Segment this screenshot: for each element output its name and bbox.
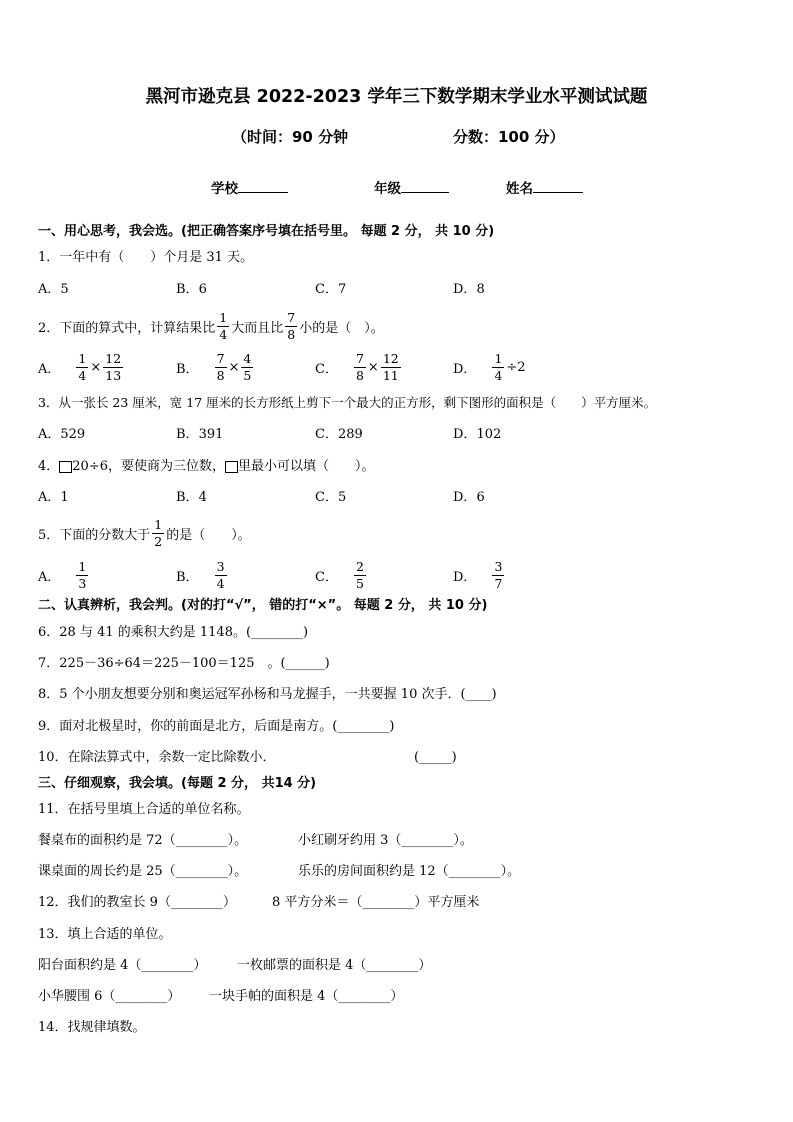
q4-option-a[interactable]: A．1 — [38, 490, 69, 505]
q3-text: 3．从一张长 23 厘米，宽 17 厘米的长方形纸上剪下一个最大的正方形，剩下图形的面积是（ ）平方厘米。 — [38, 395, 657, 410]
page-title: 黑河市逊克县 2022-2023 学年三下数学期末学业水平测试试题 — [145, 87, 648, 107]
q2-option-b[interactable]: B． $\frac{7}{8}$ × $\frac{4}{5}$ — [176, 351, 252, 383]
q3-option-b[interactable]: B．391 — [176, 427, 224, 442]
q5-option-a[interactable]: A． $\frac{1}{3}$ — [38, 559, 87, 591]
q4-option-c[interactable]: C．5 — [315, 490, 347, 505]
q11-item-d[interactable]: 乐乐的房间面积约是 12（________）。 — [298, 864, 521, 879]
q1-option-b[interactable]: B．6 — [176, 282, 207, 297]
grade-label: 年级 — [374, 181, 401, 197]
q11-item-c[interactable]: 课桌面的周长约是 25（________）。 — [38, 864, 248, 879]
q13-item-a[interactable]: 阳台面积约是 4（________） — [38, 958, 207, 973]
q5-option-b[interactable]: B． $\frac{3}{4}$ — [176, 559, 225, 591]
grade-blank[interactable] — [401, 192, 449, 193]
school-blank[interactable] — [238, 192, 288, 193]
q8-text[interactable]: 8．5 个小朋友想要分别和奥运冠军孙杨和马龙握手，一共要握 10 次手．(____) — [38, 687, 497, 702]
exam-time: （时间：90 分钟 — [232, 128, 349, 146]
q9-text[interactable]: 9．面对北极星时，你的前面是北方，后面是南方。(________) — [38, 719, 395, 734]
q3-option-a[interactable]: A．529 — [38, 427, 86, 442]
q2-option-c[interactable]: C． $\frac{7}{8}$ × $\frac{12}{11}$ — [315, 351, 399, 383]
name-blank[interactable] — [533, 192, 583, 193]
q14-text: 14．找规律填数。 — [38, 1020, 146, 1035]
q13-item-b[interactable]: 一枚邮票的面积是 4（________） — [237, 958, 432, 973]
q1-option-d[interactable]: D．8 — [453, 282, 485, 297]
q2-option-a[interactable]: A． $\frac{1}{4}$ × $\frac{12}{13}$ — [38, 351, 122, 383]
q5-text: 5．下面的分数大于 $\frac{1}{2}$ 的是（ ）。 — [38, 517, 251, 549]
q2-fraction-seven-eighths: $\frac{7}{8}$ — [287, 310, 296, 342]
q10-answer-blank[interactable]: (_____) — [414, 750, 457, 765]
grade-field[interactable] — [374, 183, 449, 197]
q12-item-b[interactable]: 8 平方分米＝（________）平方厘米 — [272, 895, 480, 910]
section1-heading: 一、用心思考，我会选。(把正确答案序号填在括号里。 每题 2 分， 共 10 分) — [38, 224, 495, 239]
q5-fraction-one-half: $\frac{1}{2}$ — [154, 517, 163, 549]
q13-item-d[interactable]: 一块手帕的面积是 4（________） — [209, 989, 404, 1004]
blank-box-icon — [59, 461, 72, 473]
q4-option-b[interactable]: B．4 — [176, 490, 207, 505]
q1-option-a[interactable]: A．5 — [38, 282, 69, 297]
q2-fraction-one-quarter: $\frac{1}{4}$ — [219, 310, 228, 342]
q5-option-d[interactable]: D． $\frac{3}{7}$ — [453, 559, 503, 591]
q10-text: 10．在除法算式中，余数一定比除数小． — [38, 750, 276, 765]
school-label: 学校 — [211, 181, 238, 197]
q3-option-c[interactable]: C．289 — [315, 427, 363, 442]
q12-item-a[interactable]: 12．我们的教室长 9（________） — [38, 895, 236, 910]
blank-box-icon — [225, 461, 238, 473]
q13-text: 13．填上合适的单位。 — [38, 927, 172, 942]
exam-score: 分数：100 分） — [453, 128, 565, 146]
q11-item-b[interactable]: 小红刷牙约用 3（________）。 — [298, 833, 473, 848]
q2-text: 2．下面的算式中，计算结果比 $\frac{1}{4}$ 大而且比 $\frac{7}{8}$ 小的是（ ）。 — [38, 310, 384, 342]
q11-item-a[interactable]: 餐桌布的面积约是 72（________）。 — [38, 833, 248, 848]
q13-item-c[interactable]: 小华腰围 6（________） — [38, 989, 181, 1004]
q4-text: 4． 20÷6，要使商为三位数， 里最小可以填（ ）。 — [38, 459, 375, 474]
section2-heading: 二、认真辨析，我会判。(对的打“√”， 错的打“×”。 每题 2 分， 共 10 分) — [38, 598, 488, 613]
q5-option-c[interactable]: C． $\frac{2}{5}$ — [315, 559, 364, 591]
q1-option-c[interactable]: C．7 — [315, 282, 347, 297]
q1-text: 1．一年中有（ ）个月是 31 天。 — [38, 250, 254, 265]
name-label: 姓名 — [506, 181, 533, 197]
section3-heading: 三、仔细观察，我会填。(每题 2 分， 共14 分) — [38, 776, 317, 791]
q3-option-d[interactable]: D．102 — [453, 427, 502, 442]
q2-option-d[interactable]: D． $\frac{1}{4}$ ÷2 — [453, 351, 526, 383]
school-field[interactable] — [211, 183, 288, 197]
q11-text: 11．在括号里填上合适的单位名称。 — [38, 802, 250, 817]
q7-text[interactable]: 7．225－36÷64＝225－100＝125 。(______) — [38, 656, 330, 671]
q6-text[interactable]: 6．28 与 41 的乘积大约是 1148。(________) — [38, 625, 309, 640]
q4-option-d[interactable]: D．6 — [453, 490, 485, 505]
name-field[interactable] — [506, 183, 583, 197]
